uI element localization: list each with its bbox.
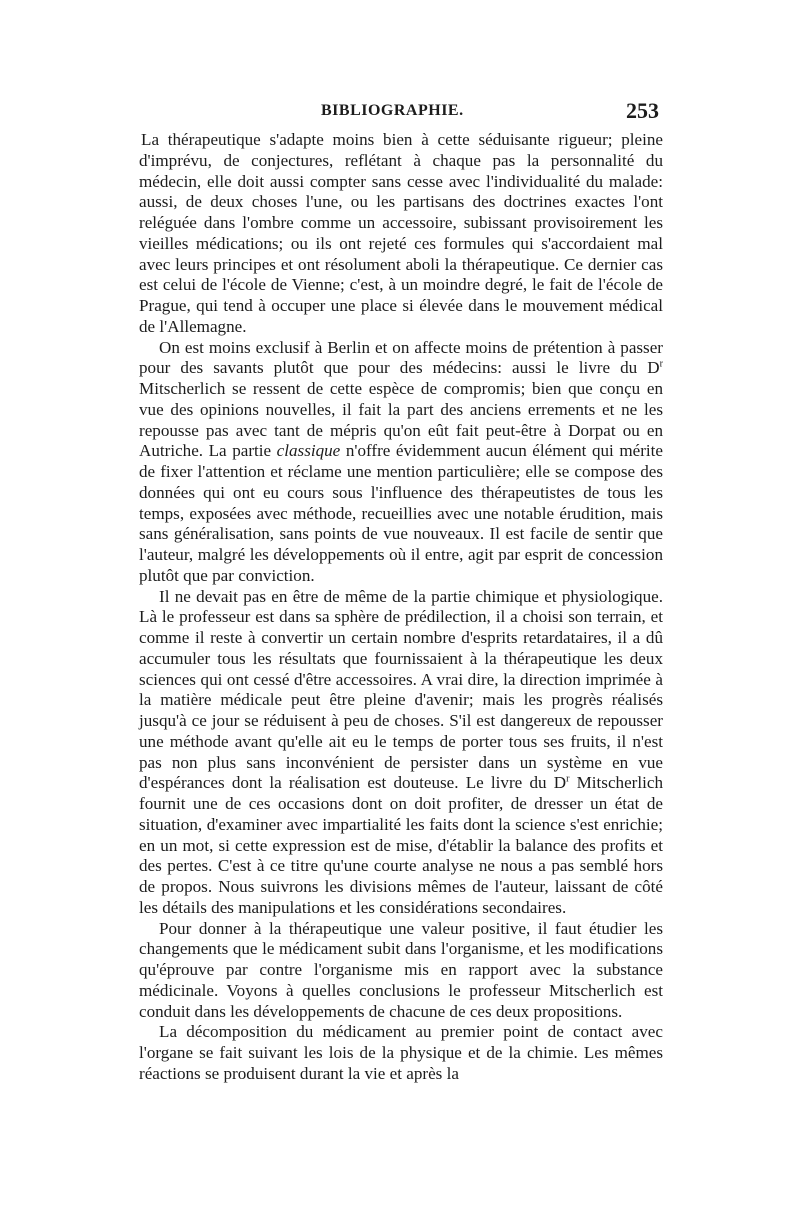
paragraph-5: La décomposition du médicament au premier point de contact avec l'organe se fait suivant les lois de la physique et de la chimie. Les mêmes réactions se produisent durant la vie et après la [139,1022,663,1083]
body-text [139,130,663,1085]
italic-term: classique [276,441,341,461]
page-header [139,98,659,128]
paragraph-4: Pour donner à la thérapeutique une valeur positive, il faut étudier les changements que le médicament subit dans l'organisme, et les modifications qu'éprouve par contre l'organisme mis en rapport avec la substance médicinale. Voyons à quelles conclusions le professeur Mitscherlich est conduit dans les développements de chacune de ces deux propositions. [139,918,663,1021]
doctor-abbrev-superscript: r [566,773,570,785]
paragraph-3-text-b: Mitscherlich fournit une de ces occasions dont on doit profiter, de dresser un état de situation, d'examiner avec impartialité les faits dont la science s'est enrichie; en un mot, si cette expression est de mise, d'établir la balance des profits et des pertes. C'est à ce titre qu'une courte analyse ne nous a pas semblé hors de propos. Nous suivrons les divisions mêmes de l'auteur, laissant de côté les détails des manipulations et les considérations secondaires. [139,773,664,917]
paragraph-3-text-a: Il ne devait pas en être de même de la partie chimique et physiologique. Là le professeur est dans sa sphère de prédilection, il a choisi son terrain, et comme il reste à convertir un certain nombre d'esprits retardataires, il a dû accumuler tous les résultats que fournissaient à la thérapeutique les deux sciences qui ont cessé d'être accessoires. A vrai dire, la direction imprimée à la matière médicale peut être pleine d'avenir; mais les progrès réalisés jusqu'à ce jour se réduisent à peu de choses. S'il est dangereux de repousser une méthode avant qu'elle ait eu le temps de porter tous ses fruits, il n'est pas non plus sans inconvénient de persister dans un système en vue d'espérances dont la réalisation est douteuse. Le livre du D [139,586,663,793]
page-number: 253 [626,98,659,123]
paragraph-3 [139,587,663,919]
paragraph-2 [139,338,663,587]
running-title: BIBLIOGRAPHIE. [321,102,464,119]
paragraph-2-text-a: On est moins exclusif à Berlin et on affecte moins de prétention à passer pour des savants plutôt que pour des médecins: aussi le livre du D [139,337,663,378]
paragraph-1: La thérapeutique s'adapte moins bien à cette séduisante rigueur; pleine d'imprévu, de conjectures, reflétant à chaque pas la personnalité du médecin, elle doit aussi compter sans cesse avec l'individualité du malade: aussi, de deux choses l'une, ou les partisans des doctrines exactes l'ont reléguée dans l'ombre comme un accessoire, subissant provisoirement les vieilles médications; ou ils ont rejeté ces formules qui s'accordaient mal avec leurs principes et ont résolument aboli la thérapeutique. Ce dernier cas est celui de l'école de Vienne; c'est, à un moindre degré, le fait de l'école de Prague, qui tend à occuper une place si élevée dans le mouvement médical de l'Allemagne. [139,130,663,336]
paragraph-2-text-b: Mitscherlich se ressent de cette espèce de compromis; bien que conçu en vue des opinions nouvelles, il fait la part des anciens errements et ne les repousse pas avec tant de mépris qu'on eût fait peut-être à Dorpat ou en Autriche. La partie [139,379,663,461]
paragraph-2-text-c: n'offre évidemment aucun élément qui mérite de fixer l'attention et réclame une mention particulière; elle se compose des données qui ont eu cours sous l'influence des thérapeutistes de tous les temps, exposées avec méthode, recueillies avec une notable érudition, mais sans généralisation, sans points de vue nouveaux. Il est facile de sentir que l'auteur, malgré les développements où il entre, agit par esprit de concession plutôt que par conviction. [139,441,663,585]
doctor-abbrev-superscript: r [659,358,663,370]
